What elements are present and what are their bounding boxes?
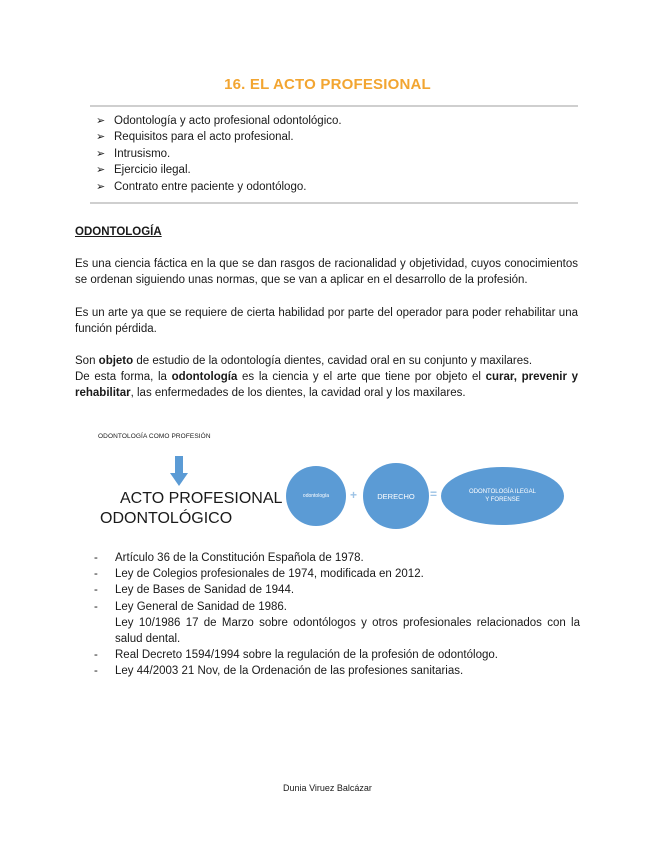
- ellipse-odontologia-legal: ODONTOLOGÍA ILEGAL Y FORENSE: [441, 467, 564, 525]
- paragraph-ciencia: Es una ciencia fáctica en la que se dan rasgos de racionalidad y objetividad, cuyos conocimientos se ordenan siguiendo unas normas, que se van a aplicar en el desarrollo de la profesión.: [75, 258, 578, 287]
- arrow-bullet-icon: ➢: [96, 147, 106, 160]
- arrow-bullet-icon: ➢: [96, 115, 106, 127]
- list-item: - Real Decreto 1594/1994 sobre la regulación de la profesión de odontólogo.: [94, 649, 498, 662]
- paragraph-definicion: De esta forma, la odontología es la ciencia y el arte que tiene por objeto el curar, prevenir y rehabilitar, las enfermedades de los dientes, la cavidad oral y los maxilares.: [75, 371, 578, 400]
- diagram-caption: ODONTOLOGÍA COMO PROFESIÓN: [98, 433, 211, 440]
- arrow-bullet-icon: ➢: [96, 131, 106, 144]
- paragraph-objeto: Son objeto de estudio de la odontología dientes, cavidad oral en su conjunto y maxilares.: [75, 355, 533, 367]
- odontologico-label: ODONTOLÓGICO: [100, 510, 233, 527]
- section-heading: ODONTOLOGÍA: [75, 226, 162, 238]
- paragraph-arte: Es un arte ya que se requiere de cierta habilidad por parte del operador para poder rehabilitar una función pérdida.: [75, 307, 578, 336]
- list-item: - Artículo 36 de la Constitución Española de 1978.: [94, 552, 364, 564]
- list-item-continuation: Ley 10/1986 17 de Marzo sobre odontólogos y otros profesionales relacionados con la salud dental.: [115, 616, 580, 646]
- list-item: - Ley 44/2003 21 Nov, de la Ordenación de las profesiones sanitarias.: [94, 665, 464, 678]
- list-item: - Ley General de Sanidad de 1986.: [94, 600, 287, 613]
- list-item: ➢ Ejercicio ilegal.: [96, 162, 342, 178]
- arrow-down-icon: [170, 456, 188, 486]
- legislation-list: [94, 550, 580, 680]
- bottom-divider: [90, 202, 578, 204]
- page-title: 16. EL ACTO PROFESIONAL: [224, 76, 431, 93]
- list-item: ➢ Contrato entre paciente y odontólogo.: [96, 179, 342, 195]
- page-footer: Dunia Viruez Balcázar: [283, 783, 372, 793]
- list-item: ➢ Requisitos para el acto profesional.: [96, 129, 342, 145]
- topic-list: [96, 113, 342, 195]
- acto-profesional-label: ACTO PROFESIONAL: [120, 490, 283, 507]
- concept-diagram: [90, 430, 590, 540]
- ellipse-odontologia: odontología: [286, 466, 346, 526]
- arrow-bullet-icon: ➢: [96, 180, 106, 193]
- equals-sign: =: [430, 487, 438, 501]
- list-item: ➢ Odontología y acto profesional odontológico.: [96, 113, 342, 129]
- ellipse-derecho: DERECHO: [363, 463, 429, 529]
- arrow-bullet-icon: ➢: [96, 164, 106, 177]
- list-item: ➢ Intrusismo.: [96, 146, 342, 162]
- top-divider: [90, 105, 578, 107]
- list-item: - Ley de Colegios profesionales de 1974, modificada en 2012.: [94, 568, 424, 581]
- plus-sign: +: [350, 488, 358, 502]
- list-item: - Ley de Bases de Sanidad de 1944.: [94, 584, 295, 597]
